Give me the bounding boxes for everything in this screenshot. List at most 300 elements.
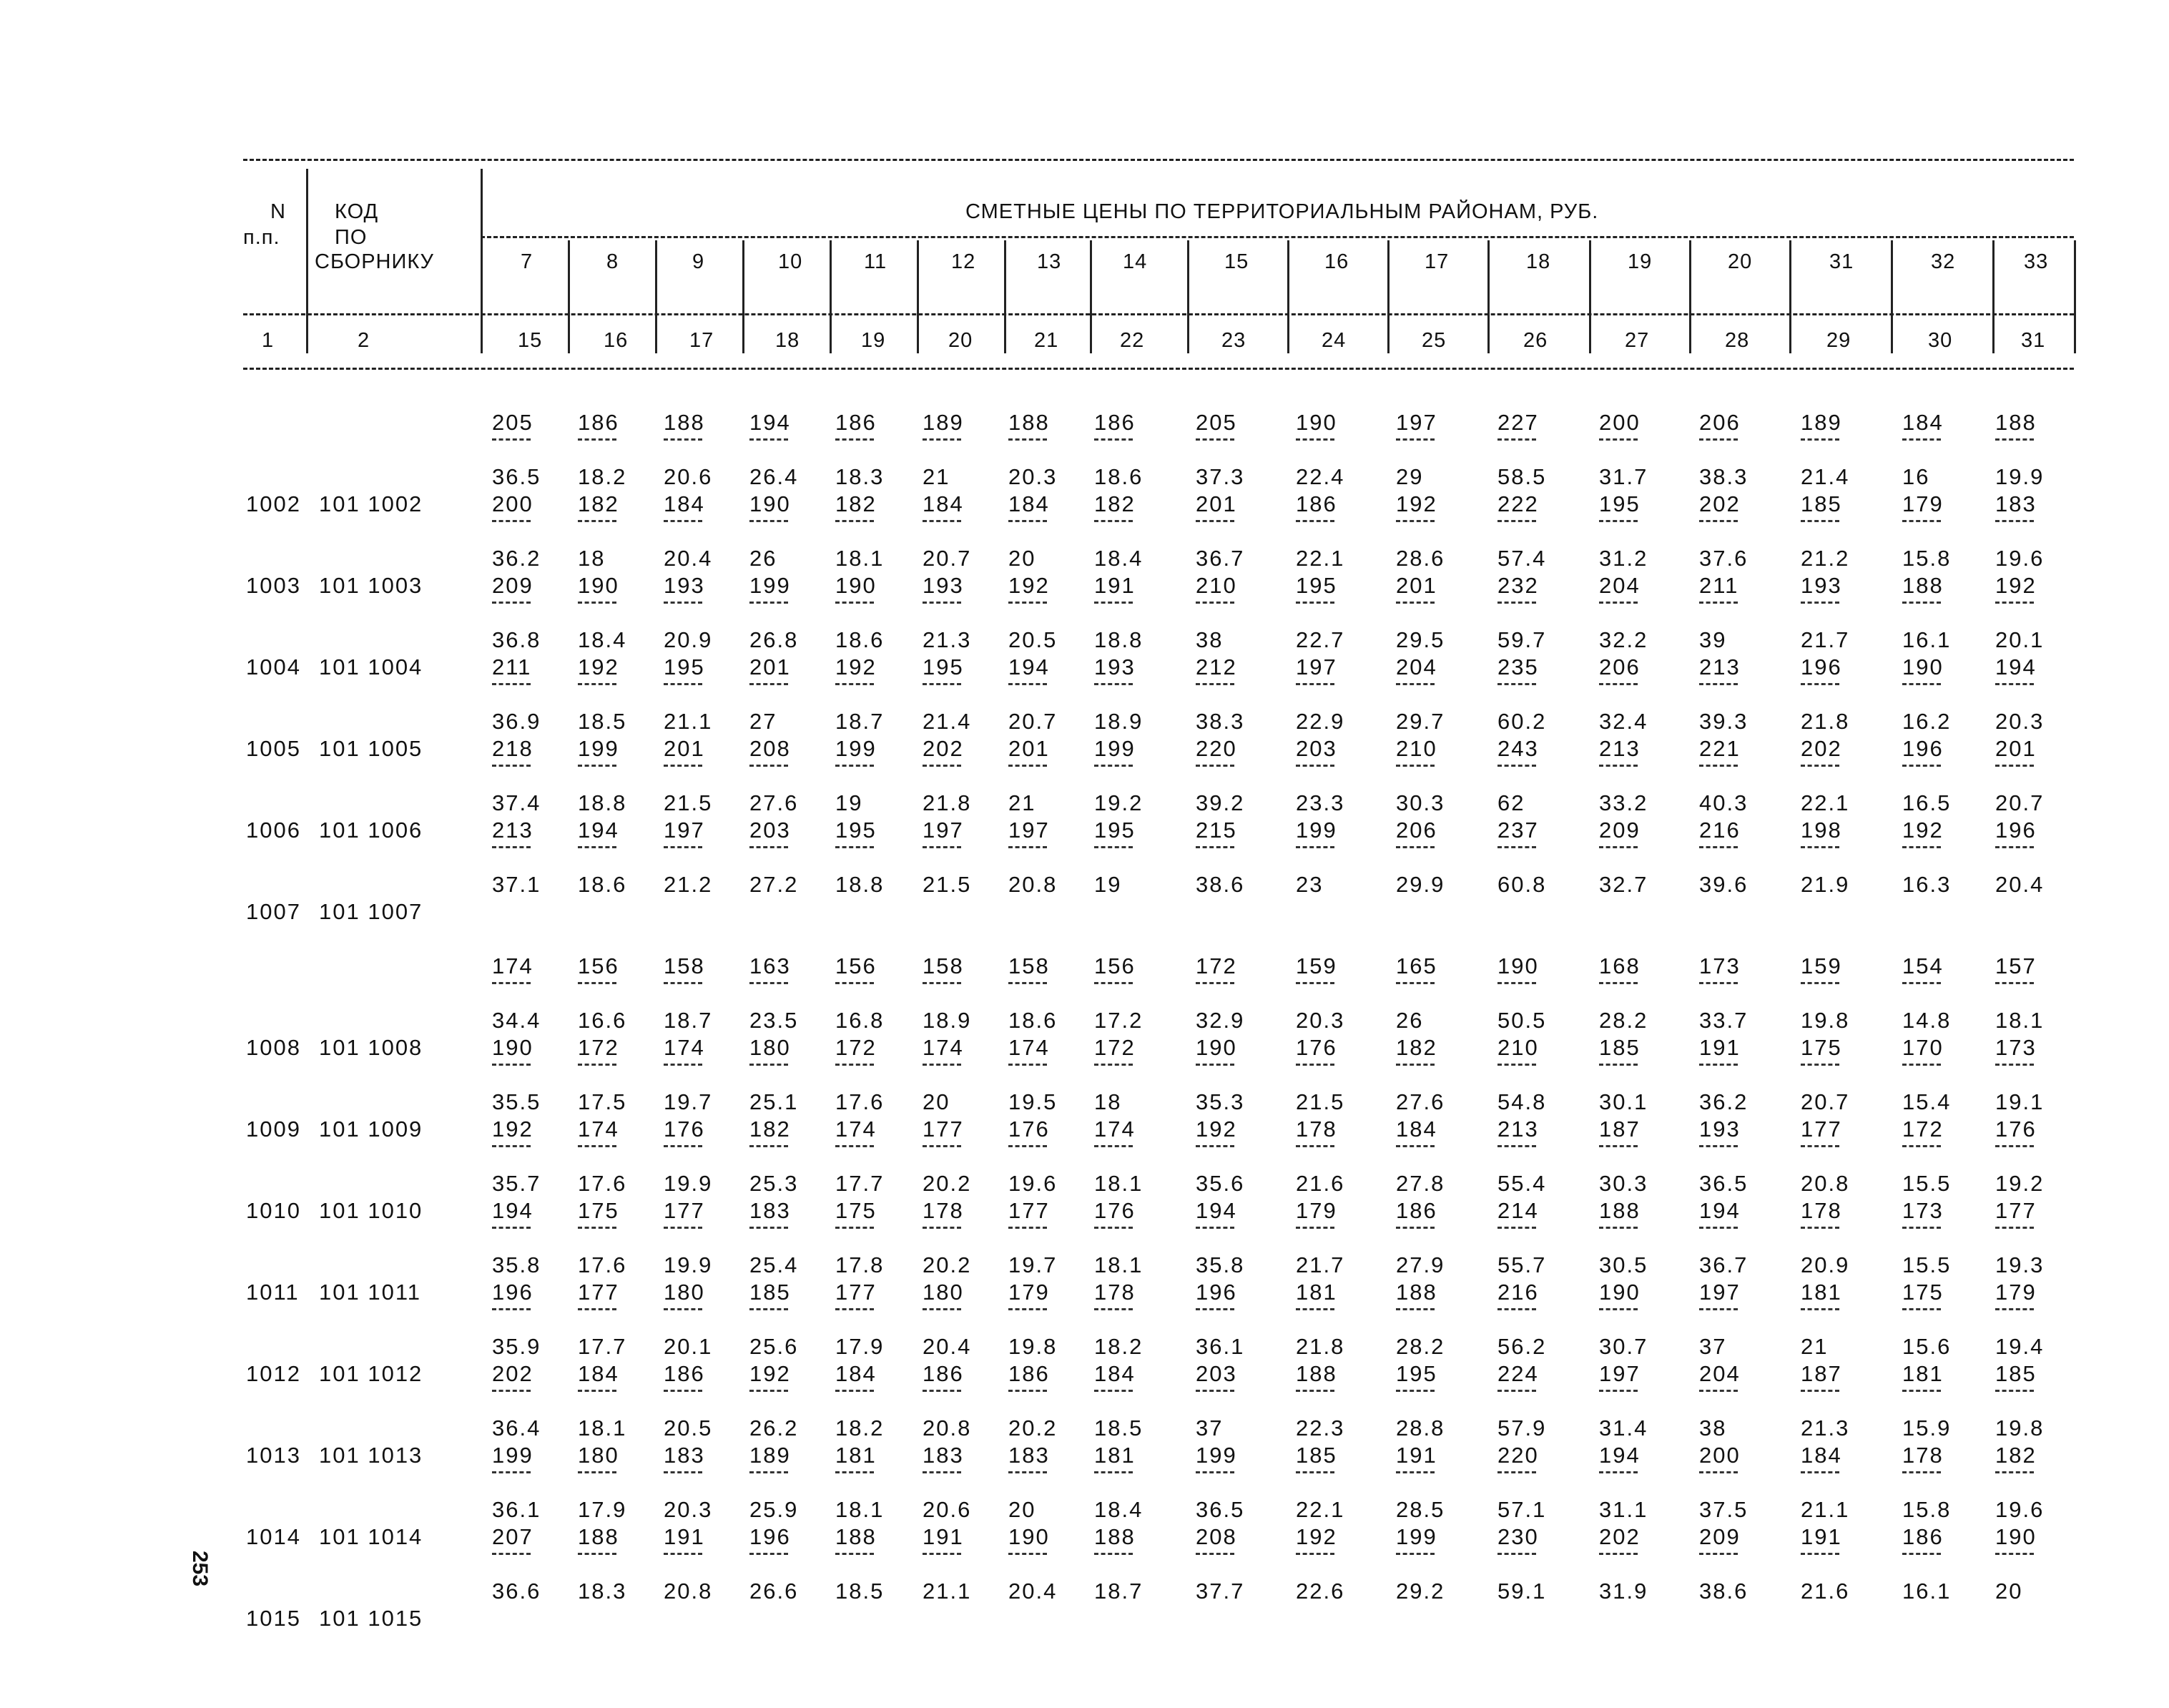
price-bottom: 19.2	[1094, 790, 1143, 815]
fraction-bar	[1599, 982, 1638, 984]
fraction-bar	[578, 1390, 616, 1392]
price-bottom: 18.1	[835, 546, 885, 571]
fraction-bar	[1599, 1145, 1638, 1147]
price-top: 192	[1008, 573, 1050, 598]
price-bottom: 59.7	[1497, 627, 1547, 652]
price-bottom: 55.4	[1497, 1171, 1547, 1196]
price-bottom: 31.1	[1599, 1497, 1648, 1522]
price-bottom: 60.8	[1497, 872, 1547, 897]
price-bottom: 20.1	[1995, 627, 2045, 652]
fraction-bar	[1396, 1145, 1435, 1147]
price-bottom: 31.4	[1599, 1415, 1648, 1440]
fraction-bar	[1995, 602, 2034, 604]
price-bottom: 19.8	[1008, 1334, 1058, 1359]
fraction-bar	[1801, 438, 1839, 441]
fraction-bar	[492, 683, 531, 685]
price-top: 210	[1497, 1035, 1539, 1060]
fraction-bar	[492, 1308, 531, 1310]
price-bottom: 16.2	[1902, 709, 1952, 734]
price-top: 190	[1296, 410, 1337, 435]
fraction-bar	[1699, 1145, 1738, 1147]
price-top: 211	[1699, 573, 1739, 598]
price-top: 156	[578, 953, 619, 978]
price-top: 176	[1995, 1116, 2037, 1142]
price-top: 173	[1995, 1035, 2037, 1060]
price-bottom: 18.1	[1094, 1171, 1143, 1196]
fraction-bar	[1094, 1064, 1133, 1066]
region-header: 8	[606, 250, 619, 273]
fraction-bar	[1902, 683, 1941, 685]
price-bottom: 16.1	[1902, 627, 1952, 652]
price-top: 209	[1699, 1524, 1741, 1549]
fraction-bar	[835, 1308, 874, 1310]
fraction-bar	[1396, 1471, 1435, 1473]
price-bottom: 27	[749, 709, 777, 734]
price-top: 203	[1196, 1361, 1237, 1386]
row-number: 1010	[246, 1198, 301, 1223]
fraction-bar	[835, 1064, 874, 1066]
region-header: 32	[1931, 250, 1956, 273]
price-bottom: 16.1	[1902, 1579, 1952, 1604]
price-top: 177	[1995, 1198, 2037, 1223]
price-top: 202	[1599, 1524, 1641, 1549]
price-top: 184	[664, 491, 705, 516]
price-top: 195	[1094, 818, 1136, 843]
row-code: 101 1012	[319, 1361, 423, 1386]
price-top: 186	[1008, 1361, 1050, 1386]
region-divider	[655, 240, 657, 353]
price-bottom: 20.3	[1995, 709, 2045, 734]
price-top: 182	[1995, 1443, 2037, 1468]
price-bottom: 18.2	[835, 1415, 885, 1440]
price-bottom: 20.9	[664, 627, 713, 652]
price-bottom: 20.3	[1008, 464, 1058, 489]
price-top: 178	[1094, 1280, 1136, 1305]
row-code: 101 1008	[319, 1035, 423, 1060]
fraction-bar	[1094, 1145, 1133, 1147]
fraction-bar	[664, 765, 702, 767]
price-top: 174	[492, 953, 533, 978]
price-bottom: 35.6	[1196, 1171, 1245, 1196]
fraction-bar	[492, 1390, 531, 1392]
row-code: 101 1007	[319, 899, 423, 924]
fraction-bar	[578, 438, 616, 441]
fraction-bar	[1902, 1145, 1941, 1147]
price-bottom: 17.9	[835, 1334, 885, 1359]
price-top: 197	[664, 818, 705, 843]
fraction-bar	[1196, 1145, 1234, 1147]
price-top: 177	[923, 1116, 964, 1142]
fraction-bar	[1196, 1390, 1234, 1392]
price-bottom: 18.4	[1094, 546, 1143, 571]
price-bottom: 20.5	[1008, 627, 1058, 652]
price-top: 194	[1599, 1443, 1641, 1468]
price-top: 181	[1801, 1280, 1842, 1305]
fraction-bar	[1699, 765, 1738, 767]
price-bottom: 55.7	[1497, 1252, 1547, 1277]
price-bottom: 36.7	[1699, 1252, 1749, 1277]
price-bottom: 62	[1497, 790, 1525, 815]
price-bottom: 57.4	[1497, 546, 1547, 571]
price-top: 185	[1296, 1443, 1337, 1468]
price-top: 184	[923, 491, 964, 516]
fraction-bar	[664, 982, 702, 984]
row-code: 101 1013	[319, 1443, 423, 1468]
region-col-index: 20	[948, 329, 973, 352]
price-top: 173	[1699, 953, 1741, 978]
price-bottom: 20.2	[1008, 1415, 1058, 1440]
price-top: 175	[578, 1198, 619, 1223]
price-top: 201	[1196, 491, 1237, 516]
price-bottom: 17.5	[578, 1089, 627, 1114]
price-bottom: 19.9	[664, 1171, 713, 1196]
fraction-bar	[1699, 1064, 1738, 1066]
fraction-bar	[1699, 1553, 1738, 1555]
price-bottom: 35.7	[492, 1171, 541, 1196]
region-header: 15	[1224, 250, 1249, 273]
price-top: 204	[1396, 654, 1437, 679]
header-divider-1	[306, 169, 308, 353]
price-top: 202	[1801, 736, 1842, 761]
price-top: 188	[1296, 1361, 1337, 1386]
price-top: 172	[1902, 1116, 1944, 1142]
price-bottom: 21	[1008, 790, 1036, 815]
price-bottom: 20.8	[1801, 1171, 1850, 1196]
price-top: 210	[1196, 573, 1237, 598]
region-divider	[1187, 240, 1189, 353]
price-top: 200	[1699, 1443, 1741, 1468]
fraction-bar	[1497, 683, 1536, 685]
region-divider	[1004, 240, 1006, 353]
price-top: 243	[1497, 736, 1539, 761]
price-bottom: 28.2	[1599, 1008, 1648, 1033]
fraction-bar	[1196, 982, 1234, 984]
price-top: 190	[1008, 1524, 1050, 1549]
price-bottom: 27.9	[1396, 1252, 1445, 1277]
region-divider	[2074, 240, 2076, 353]
price-bottom: 26	[1396, 1008, 1424, 1033]
price-bottom: 21	[923, 464, 950, 489]
price-top: 193	[1699, 1116, 1741, 1142]
price-bottom: 38.6	[1196, 872, 1245, 897]
row-number: 1011	[246, 1280, 300, 1305]
row-code: 101 1005	[319, 736, 423, 761]
row-number: 1007	[246, 899, 301, 924]
price-top: 204	[1699, 1361, 1741, 1386]
price-bottom: 17.2	[1094, 1008, 1143, 1033]
price-bottom: 18.8	[1094, 627, 1143, 652]
fraction-bar	[1094, 1227, 1133, 1229]
row-code: 101 1015	[319, 1606, 423, 1631]
fraction-bar	[1008, 1064, 1047, 1066]
price-top: 187	[1801, 1361, 1842, 1386]
price-bottom: 20.4	[923, 1334, 972, 1359]
fraction-bar	[578, 982, 616, 984]
fraction-bar	[1902, 1064, 1941, 1066]
price-top: 216	[1497, 1280, 1539, 1305]
price-bottom: 18.5	[578, 709, 627, 734]
price-top: 213	[1699, 654, 1741, 679]
price-top: 180	[578, 1443, 619, 1468]
fraction-bar	[1296, 765, 1334, 767]
price-top: 190	[1902, 654, 1944, 679]
price-bottom: 21.3	[923, 627, 972, 652]
fraction-bar	[923, 683, 961, 685]
fraction-bar	[1008, 438, 1047, 441]
price-top: 207	[492, 1524, 533, 1549]
region-col-index: 25	[1422, 329, 1447, 352]
price-top: 214	[1497, 1198, 1539, 1223]
fraction-bar	[578, 1145, 616, 1147]
row-number: 1012	[246, 1361, 301, 1386]
fraction-bar	[1008, 982, 1047, 984]
price-bottom: 19.7	[664, 1089, 713, 1114]
price-bottom: 35.3	[1196, 1089, 1245, 1114]
price-bottom: 20	[1008, 1497, 1036, 1522]
fraction-bar	[1396, 1227, 1435, 1229]
price-bottom: 15.4	[1902, 1089, 1952, 1114]
region-col-index: 29	[1826, 329, 1851, 352]
fraction-bar	[1094, 846, 1133, 848]
price-top: 195	[664, 654, 705, 679]
price-top: 213	[492, 818, 533, 843]
price-bottom: 21.1	[923, 1579, 972, 1604]
fraction-bar	[1396, 765, 1435, 767]
price-top: 181	[1296, 1280, 1337, 1305]
row-number: 1015	[246, 1606, 301, 1631]
price-bottom: 15.6	[1902, 1334, 1952, 1359]
fraction-bar	[1599, 765, 1638, 767]
price-bottom: 20.2	[923, 1252, 972, 1277]
price-top: 195	[923, 654, 964, 679]
fraction-bar	[1801, 683, 1839, 685]
price-top: 184	[835, 1361, 877, 1386]
price-top: 186	[578, 410, 619, 435]
fraction-bar	[923, 1553, 961, 1555]
price-bottom: 36.2	[492, 546, 541, 571]
price-top: 192	[835, 654, 877, 679]
price-bottom: 20.3	[664, 1497, 713, 1522]
price-bottom: 16.6	[578, 1008, 627, 1033]
fraction-bar	[1396, 438, 1435, 441]
price-top: 172	[835, 1035, 877, 1060]
row-number: 1004	[246, 654, 301, 679]
fraction-bar	[1396, 602, 1435, 604]
fraction-bar	[1497, 602, 1536, 604]
region-col-index: 19	[861, 329, 886, 352]
price-top: 190	[1497, 953, 1539, 978]
price-bottom: 21.2	[1801, 546, 1850, 571]
price-top: 201	[1396, 573, 1437, 598]
price-top: 176	[1296, 1035, 1337, 1060]
price-top: 174	[923, 1035, 964, 1060]
price-top: 172	[1094, 1035, 1136, 1060]
fraction-bar	[1094, 765, 1133, 767]
price-top: 202	[1699, 491, 1741, 516]
price-top: 178	[923, 1198, 964, 1223]
price-bottom: 37	[1699, 1334, 1727, 1359]
price-top: 188	[1094, 1524, 1136, 1549]
price-top: 209	[492, 573, 533, 598]
fraction-bar	[664, 683, 702, 685]
price-top: 182	[1094, 491, 1136, 516]
price-bottom: 39	[1699, 627, 1727, 652]
fraction-bar	[1196, 1471, 1234, 1473]
price-bottom: 19.4	[1995, 1334, 2045, 1359]
price-top: 192	[1196, 1116, 1237, 1142]
price-bottom: 16	[1902, 464, 1930, 489]
price-bottom: 37.4	[492, 790, 541, 815]
fraction-bar	[1801, 1553, 1839, 1555]
price-bottom: 21.5	[1296, 1089, 1345, 1114]
price-top: 186	[1094, 410, 1136, 435]
fraction-bar	[1995, 1227, 2034, 1229]
row-code: 101 1006	[319, 818, 423, 843]
price-bottom: 20.9	[1801, 1252, 1850, 1277]
price-top: 180	[923, 1280, 964, 1305]
price-top: 174	[1008, 1035, 1050, 1060]
region-header: 7	[521, 250, 533, 273]
price-top: 192	[749, 1361, 791, 1386]
fraction-bar	[1801, 520, 1839, 522]
price-bottom: 30.5	[1599, 1252, 1648, 1277]
price-bottom: 17.8	[835, 1252, 885, 1277]
price-top: 201	[1995, 736, 2037, 761]
fraction-bar	[578, 1471, 616, 1473]
price-bottom: 17.6	[578, 1171, 627, 1196]
region-divider	[1589, 240, 1591, 353]
price-bottom: 21.3	[1801, 1415, 1850, 1440]
price-bottom: 18	[1094, 1089, 1122, 1114]
price-top: 177	[1801, 1116, 1842, 1142]
fraction-bar	[578, 765, 616, 767]
price-bottom: 19.6	[1995, 546, 2045, 571]
price-top: 201	[664, 736, 705, 761]
price-bottom: 22.7	[1296, 627, 1345, 652]
price-bottom: 50.5	[1497, 1008, 1547, 1033]
fraction-bar	[749, 846, 788, 848]
price-top: 186	[664, 1361, 705, 1386]
row-number: 1003	[246, 573, 301, 598]
price-bottom: 37.6	[1699, 546, 1749, 571]
price-top: 230	[1497, 1524, 1539, 1549]
fraction-bar	[1396, 1308, 1435, 1310]
price-top: 170	[1902, 1035, 1944, 1060]
price-bottom: 38.3	[1699, 464, 1749, 489]
price-top: 159	[1296, 953, 1337, 978]
fraction-bar	[1599, 1064, 1638, 1066]
price-bottom: 22.4	[1296, 464, 1345, 489]
price-bottom: 17.6	[578, 1252, 627, 1277]
price-bottom: 28.5	[1396, 1497, 1445, 1522]
price-bottom: 18.9	[923, 1008, 972, 1033]
price-bottom: 36.5	[492, 464, 541, 489]
fraction-bar	[1196, 1064, 1234, 1066]
price-bottom: 21.6	[1801, 1579, 1850, 1604]
row-number: 1014	[246, 1524, 301, 1549]
price-bottom: 25.6	[749, 1334, 799, 1359]
price-top: 196	[1801, 654, 1842, 679]
price-bottom: 20	[923, 1089, 950, 1114]
price-bottom: 22.3	[1296, 1415, 1345, 1440]
fraction-bar	[835, 520, 874, 522]
price-top: 203	[1296, 736, 1337, 761]
fraction-bar	[1296, 683, 1334, 685]
fraction-bar	[1995, 520, 2034, 522]
price-top: 180	[664, 1280, 705, 1305]
price-top: 197	[1396, 410, 1437, 435]
fraction-bar	[1196, 520, 1234, 522]
price-bottom: 15.5	[1902, 1252, 1952, 1277]
price-top: 188	[664, 410, 705, 435]
price-bottom: 30.3	[1599, 1171, 1648, 1196]
price-bottom: 38	[1699, 1415, 1727, 1440]
fraction-bar	[1008, 846, 1047, 848]
price-top: 192	[492, 1116, 533, 1142]
price-top: 177	[664, 1198, 705, 1223]
price-top: 197	[1296, 654, 1337, 679]
price-top: 196	[1196, 1280, 1237, 1305]
fraction-bar	[1296, 1145, 1334, 1147]
fraction-bar	[578, 846, 616, 848]
price-top: 190	[1995, 1524, 2037, 1549]
price-top: 177	[1008, 1198, 1050, 1223]
fraction-bar	[835, 1145, 874, 1147]
price-top: 201	[1008, 736, 1050, 761]
row-number: 1006	[246, 818, 301, 843]
region-header: 16	[1324, 250, 1349, 273]
price-bottom: 27.2	[749, 872, 799, 897]
price-top: 178	[1801, 1198, 1842, 1223]
fraction-bar	[1599, 683, 1638, 685]
header-pp: п.п.	[243, 226, 280, 249]
fraction-bar	[1599, 1553, 1638, 1555]
price-bottom: 18.5	[1094, 1415, 1143, 1440]
price-top: 195	[1599, 491, 1641, 516]
price-top: 182	[1396, 1035, 1437, 1060]
fraction-bar	[835, 1471, 874, 1473]
row-number: 1008	[246, 1035, 301, 1060]
price-top: 222	[1497, 491, 1539, 516]
price-top: 235	[1497, 654, 1539, 679]
region-col-index: 22	[1120, 329, 1145, 352]
header-sborniku: СБОРНИКУ	[315, 250, 434, 273]
price-top: 174	[835, 1116, 877, 1142]
price-bottom: 36.1	[1196, 1334, 1245, 1359]
fraction-bar	[1902, 765, 1941, 767]
fraction-bar	[835, 1390, 874, 1392]
price-top: 199	[578, 736, 619, 761]
price-top: 179	[1902, 491, 1944, 516]
price-top: 181	[835, 1443, 877, 1468]
fraction-bar	[1599, 846, 1638, 848]
price-bottom: 36.4	[492, 1415, 541, 1440]
price-top: 197	[1008, 818, 1050, 843]
row-number: 1013	[246, 1443, 301, 1468]
price-top: 212	[1196, 654, 1237, 679]
price-bottom: 25.4	[749, 1252, 799, 1277]
price-top: 158	[664, 953, 705, 978]
price-top: 209	[1599, 818, 1641, 843]
region-col-index: 18	[775, 329, 800, 352]
price-top: 172	[578, 1035, 619, 1060]
row-code: 101 1004	[319, 654, 423, 679]
price-top: 210	[1396, 736, 1437, 761]
fraction-bar	[923, 1471, 961, 1473]
price-bottom: 21.4	[1801, 464, 1850, 489]
price-bottom: 38	[1196, 627, 1224, 652]
region-col-index: 28	[1725, 329, 1750, 352]
